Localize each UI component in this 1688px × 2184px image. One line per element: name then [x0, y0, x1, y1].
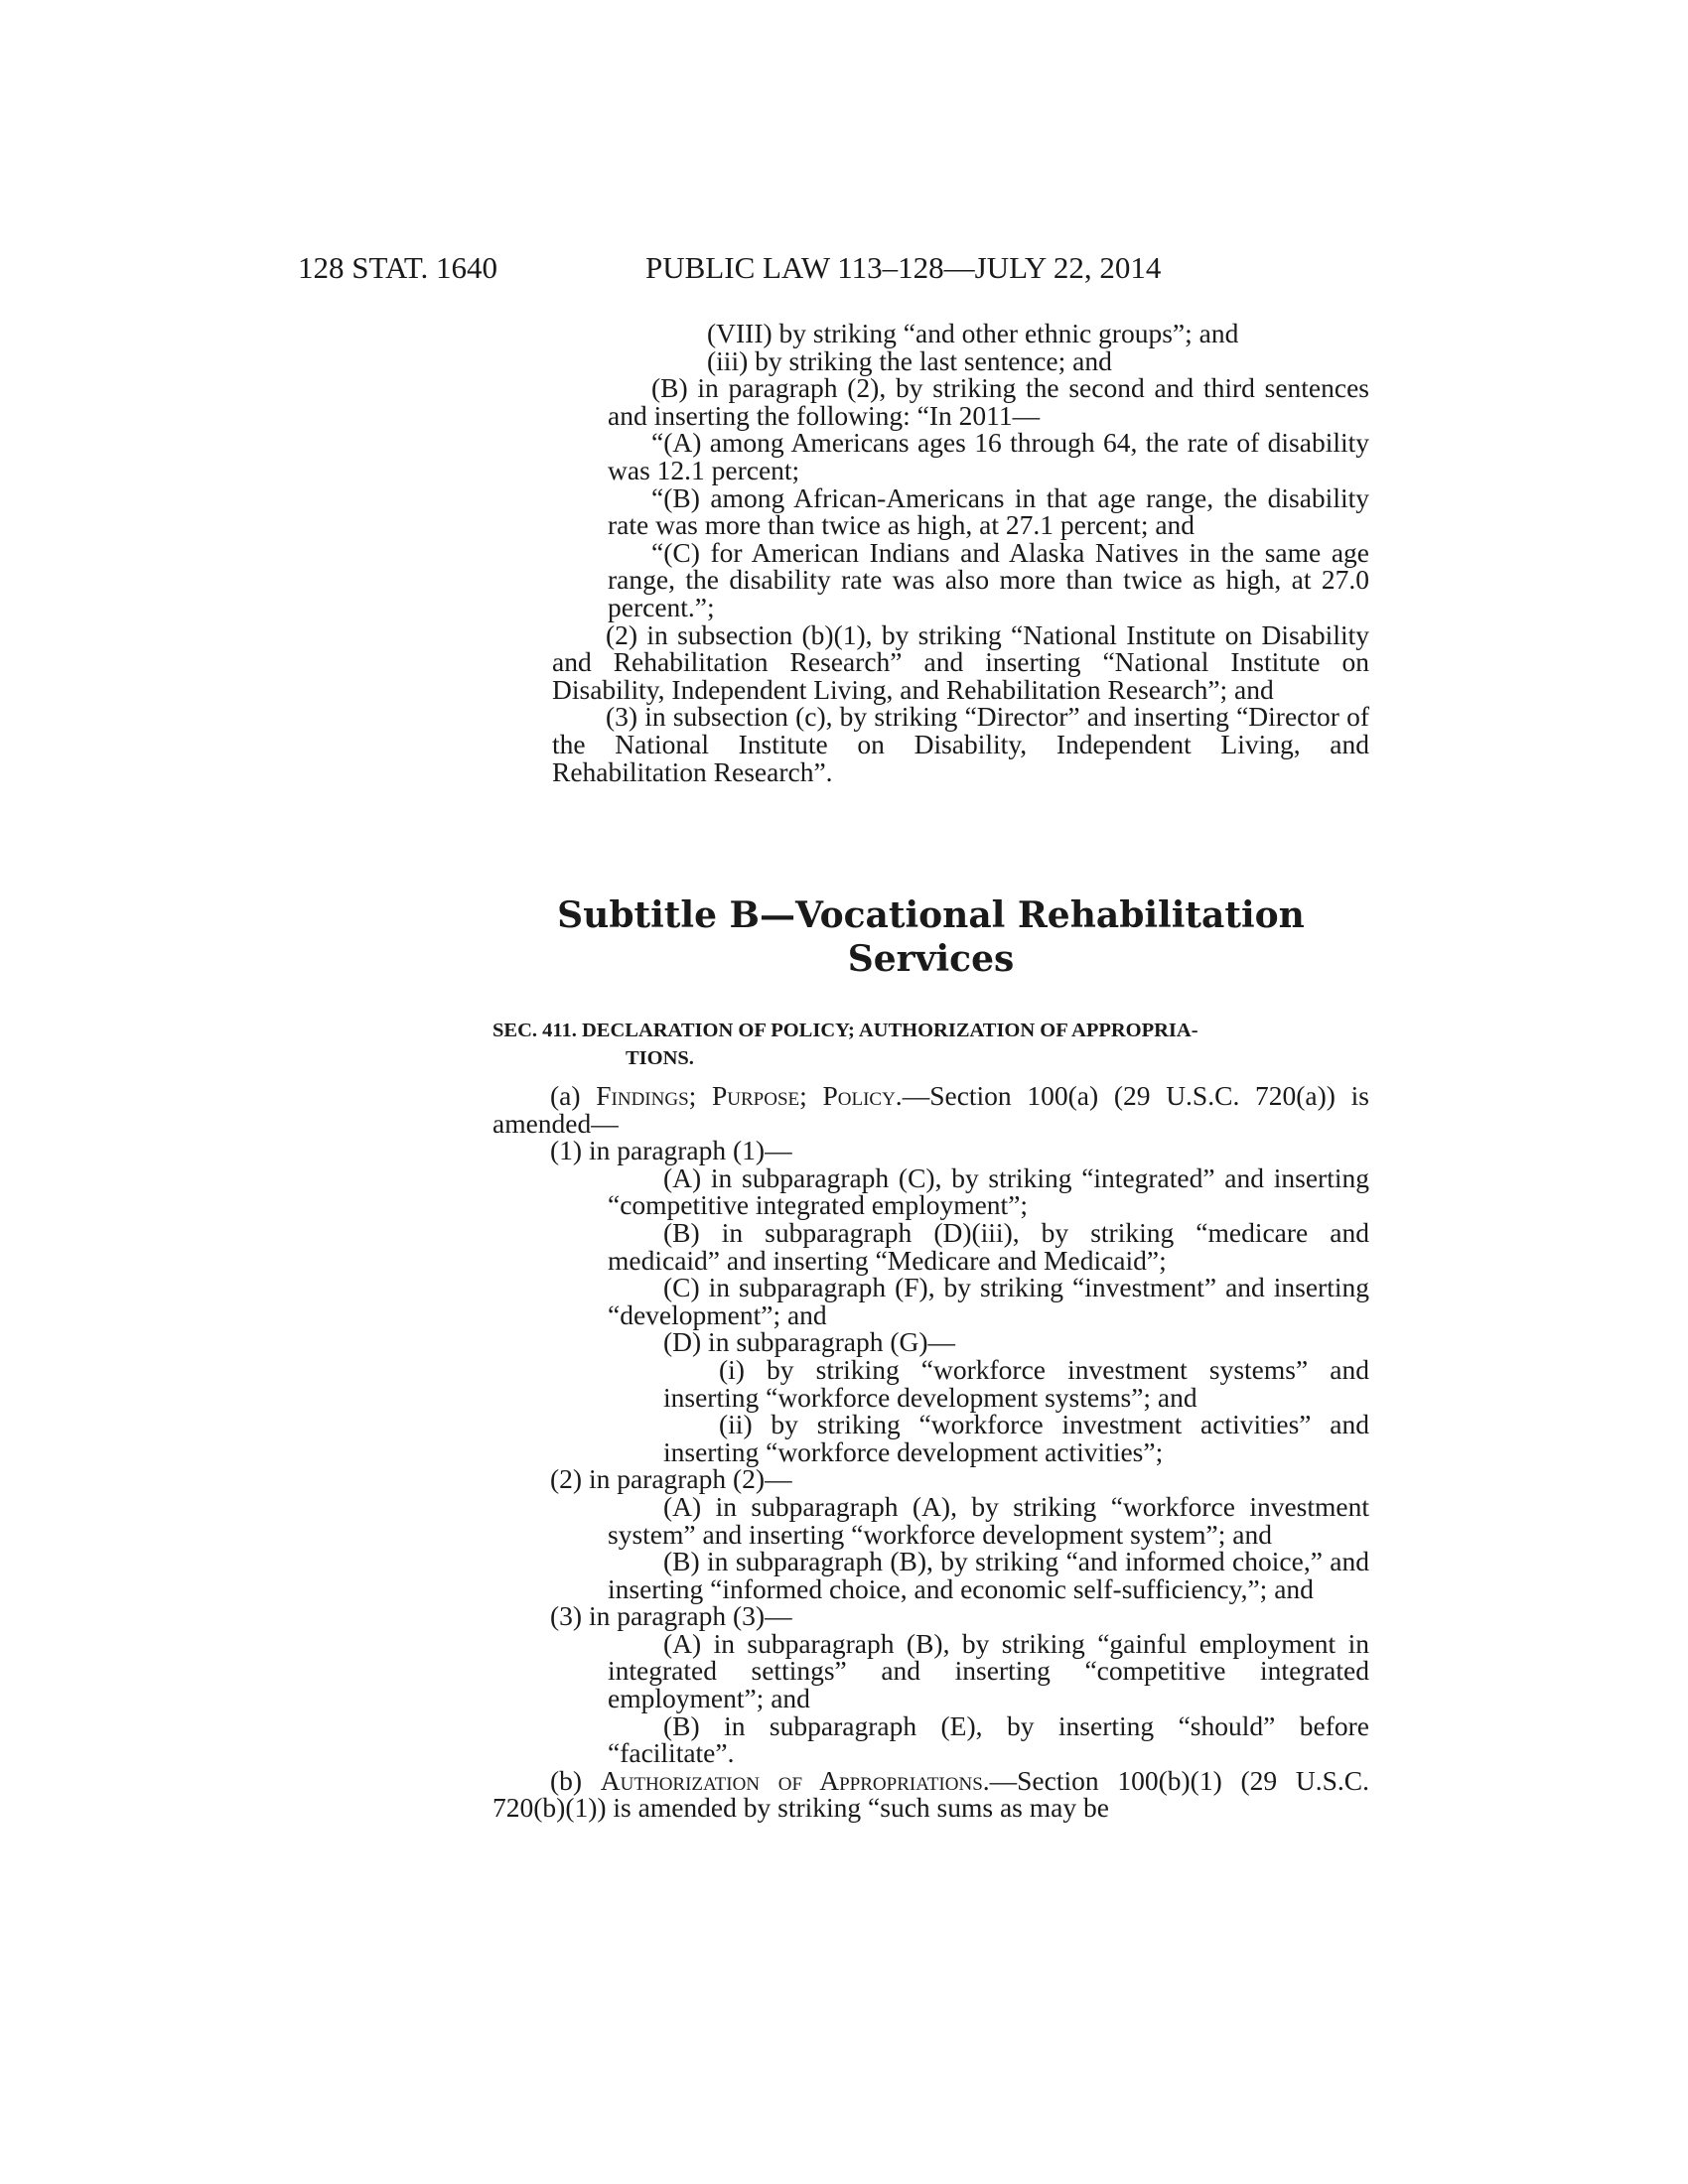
paragraph-1-subs: [608, 1161, 1369, 1358]
clause-iii: [608, 344, 1369, 376]
paragraph-1-c: (C) in subparagraph (F), by striking “investment” and inserting “development”; and: [608, 1272, 1369, 1330]
para-3-text: (3) in subsection (c), by striking “Director” and inserting “Director of the National Institute on Disability, Independent Living, and Rehabilitation Research”.: [552, 701, 1369, 787]
paragraph-3-subs: [608, 1627, 1369, 1769]
subsection-b-caption: Authorization of Appropriations.: [600, 1764, 990, 1796]
paragraph-1-block: [550, 1137, 1369, 1164]
paragraph-1-b: (B) in subparagraph (D)(iii), by striking “medicare and medicaid” and inserting “Medicare and Medicaid”;: [608, 1216, 1369, 1276]
paragraph-1: (1) in paragraph (1)—: [550, 1135, 792, 1166]
paragraph-2-block: [550, 1465, 1369, 1493]
section-body: [492, 1082, 1369, 1822]
subsection-a-caption: Findings; Purpose; Policy.: [596, 1080, 903, 1111]
paragraph-1-d-i: (i) by striking “workforce investment systems” and inserting “workforce development systems”; and: [663, 1353, 1369, 1413]
statute-page-number: 128 STAT. 1640: [298, 250, 498, 285]
subsection-b: [492, 1764, 1369, 1824]
clause-viii-text: (VIII) by striking “and other ethnic groups”; and: [707, 318, 1239, 348]
paragraph-3-block: [550, 1602, 1369, 1630]
subsection-b-text: —Section 100(b)(1) (29 U.S.C. 720(b)(1)) is amended by striking “such sums as may be: [492, 1764, 1369, 1824]
paragraph-1-d: (D) in subparagraph (G)—: [663, 1326, 956, 1358]
paragraph-2-b: (B) in subparagraph (B), by striking “and informed choice,” and inserting “informed choice, and economic self-sufficiency,”; and: [608, 1546, 1369, 1604]
paragraph-2-a: (A) in subparagraph (A), by striking “workforce investment system” and inserting “workforce development system”; and: [608, 1490, 1369, 1550]
paragraph-3-a: (A) in subparagraph (B), by striking “gainful employment in integrated settings” and inserting “competitive integrated employment”; and: [608, 1627, 1369, 1714]
para-2: [552, 618, 1369, 787]
paragraph-2-subs: [608, 1490, 1369, 1604]
quote-c-text: “(C) for American Indians and Alaska Natives in the same age range, the disability rate was also more than twice as high, at 27.0 percent.”;: [608, 536, 1369, 622]
subsection-a: [492, 1082, 1369, 1137]
paragraph-1-a: (A) in subparagraph (C), by striking “integrated” and inserting “competitive integrated employment”;: [608, 1161, 1369, 1221]
subsection-a-label: (a): [550, 1080, 597, 1111]
section-heading: [492, 1017, 1369, 1072]
paragraph-3: (3) in paragraph (3)—: [550, 1600, 792, 1632]
subsection-a-text: —Section 100(a) (29 U.S.C. 720(a)) is amended—: [492, 1080, 1369, 1139]
subtitle-line-1: Subtitle B—Vocational Rehabilitation: [557, 894, 1305, 936]
clause-viii: [608, 320, 1369, 347]
paragraph-3-b: (B) in subparagraph (E), by inserting “should” before “facilitate”.: [608, 1709, 1369, 1769]
subtitle-heading: [492, 893, 1369, 981]
quote-b-text: “(B) among African-Americans in that age range, the disability rate was more than twice as high, at 27.1 percent; and: [608, 481, 1369, 541]
para-2-text: (2) in subsection (b)(1), by striking “National Institute on Disability and Rehabilitation Research” and inserting “National Institute on Disability, Independent Living, and Rehabilitation Research”; and: [552, 618, 1369, 705]
subpara-b-text: (B) in paragraph (2), by striking the second and third sentences and inserting the following: “In 2011—: [608, 372, 1369, 431]
subsection-b-label: (b): [550, 1764, 601, 1796]
clause-iii-text: (iii) by striking the last sentence; and: [707, 344, 1112, 376]
paragraph-1-d-clauses: [663, 1353, 1369, 1467]
paragraph-1-d-ii: (ii) by striking “workforce investment activities” and inserting “workforce development activities”;: [663, 1409, 1369, 1467]
section-heading-line-2: TIONS.: [626, 1047, 694, 1069]
subpara-b: [608, 374, 1369, 620]
running-header: PUBLIC LAW 113–128—JULY 22, 2014: [645, 250, 1162, 285]
paragraph-2: (2) in paragraph (2)—: [550, 1463, 792, 1495]
continuation-block: [492, 320, 1369, 785]
quote-a-text: “(A) among Americans ages 16 through 64, the rate of disability was 12.1 percent;: [608, 427, 1369, 485]
subtitle-line-2: Services: [847, 938, 1015, 980]
section-heading-line-1: SEC. 411. DECLARATION OF POLICY; AUTHORIZATION OF APPROPRIA-: [492, 1020, 1198, 1041]
